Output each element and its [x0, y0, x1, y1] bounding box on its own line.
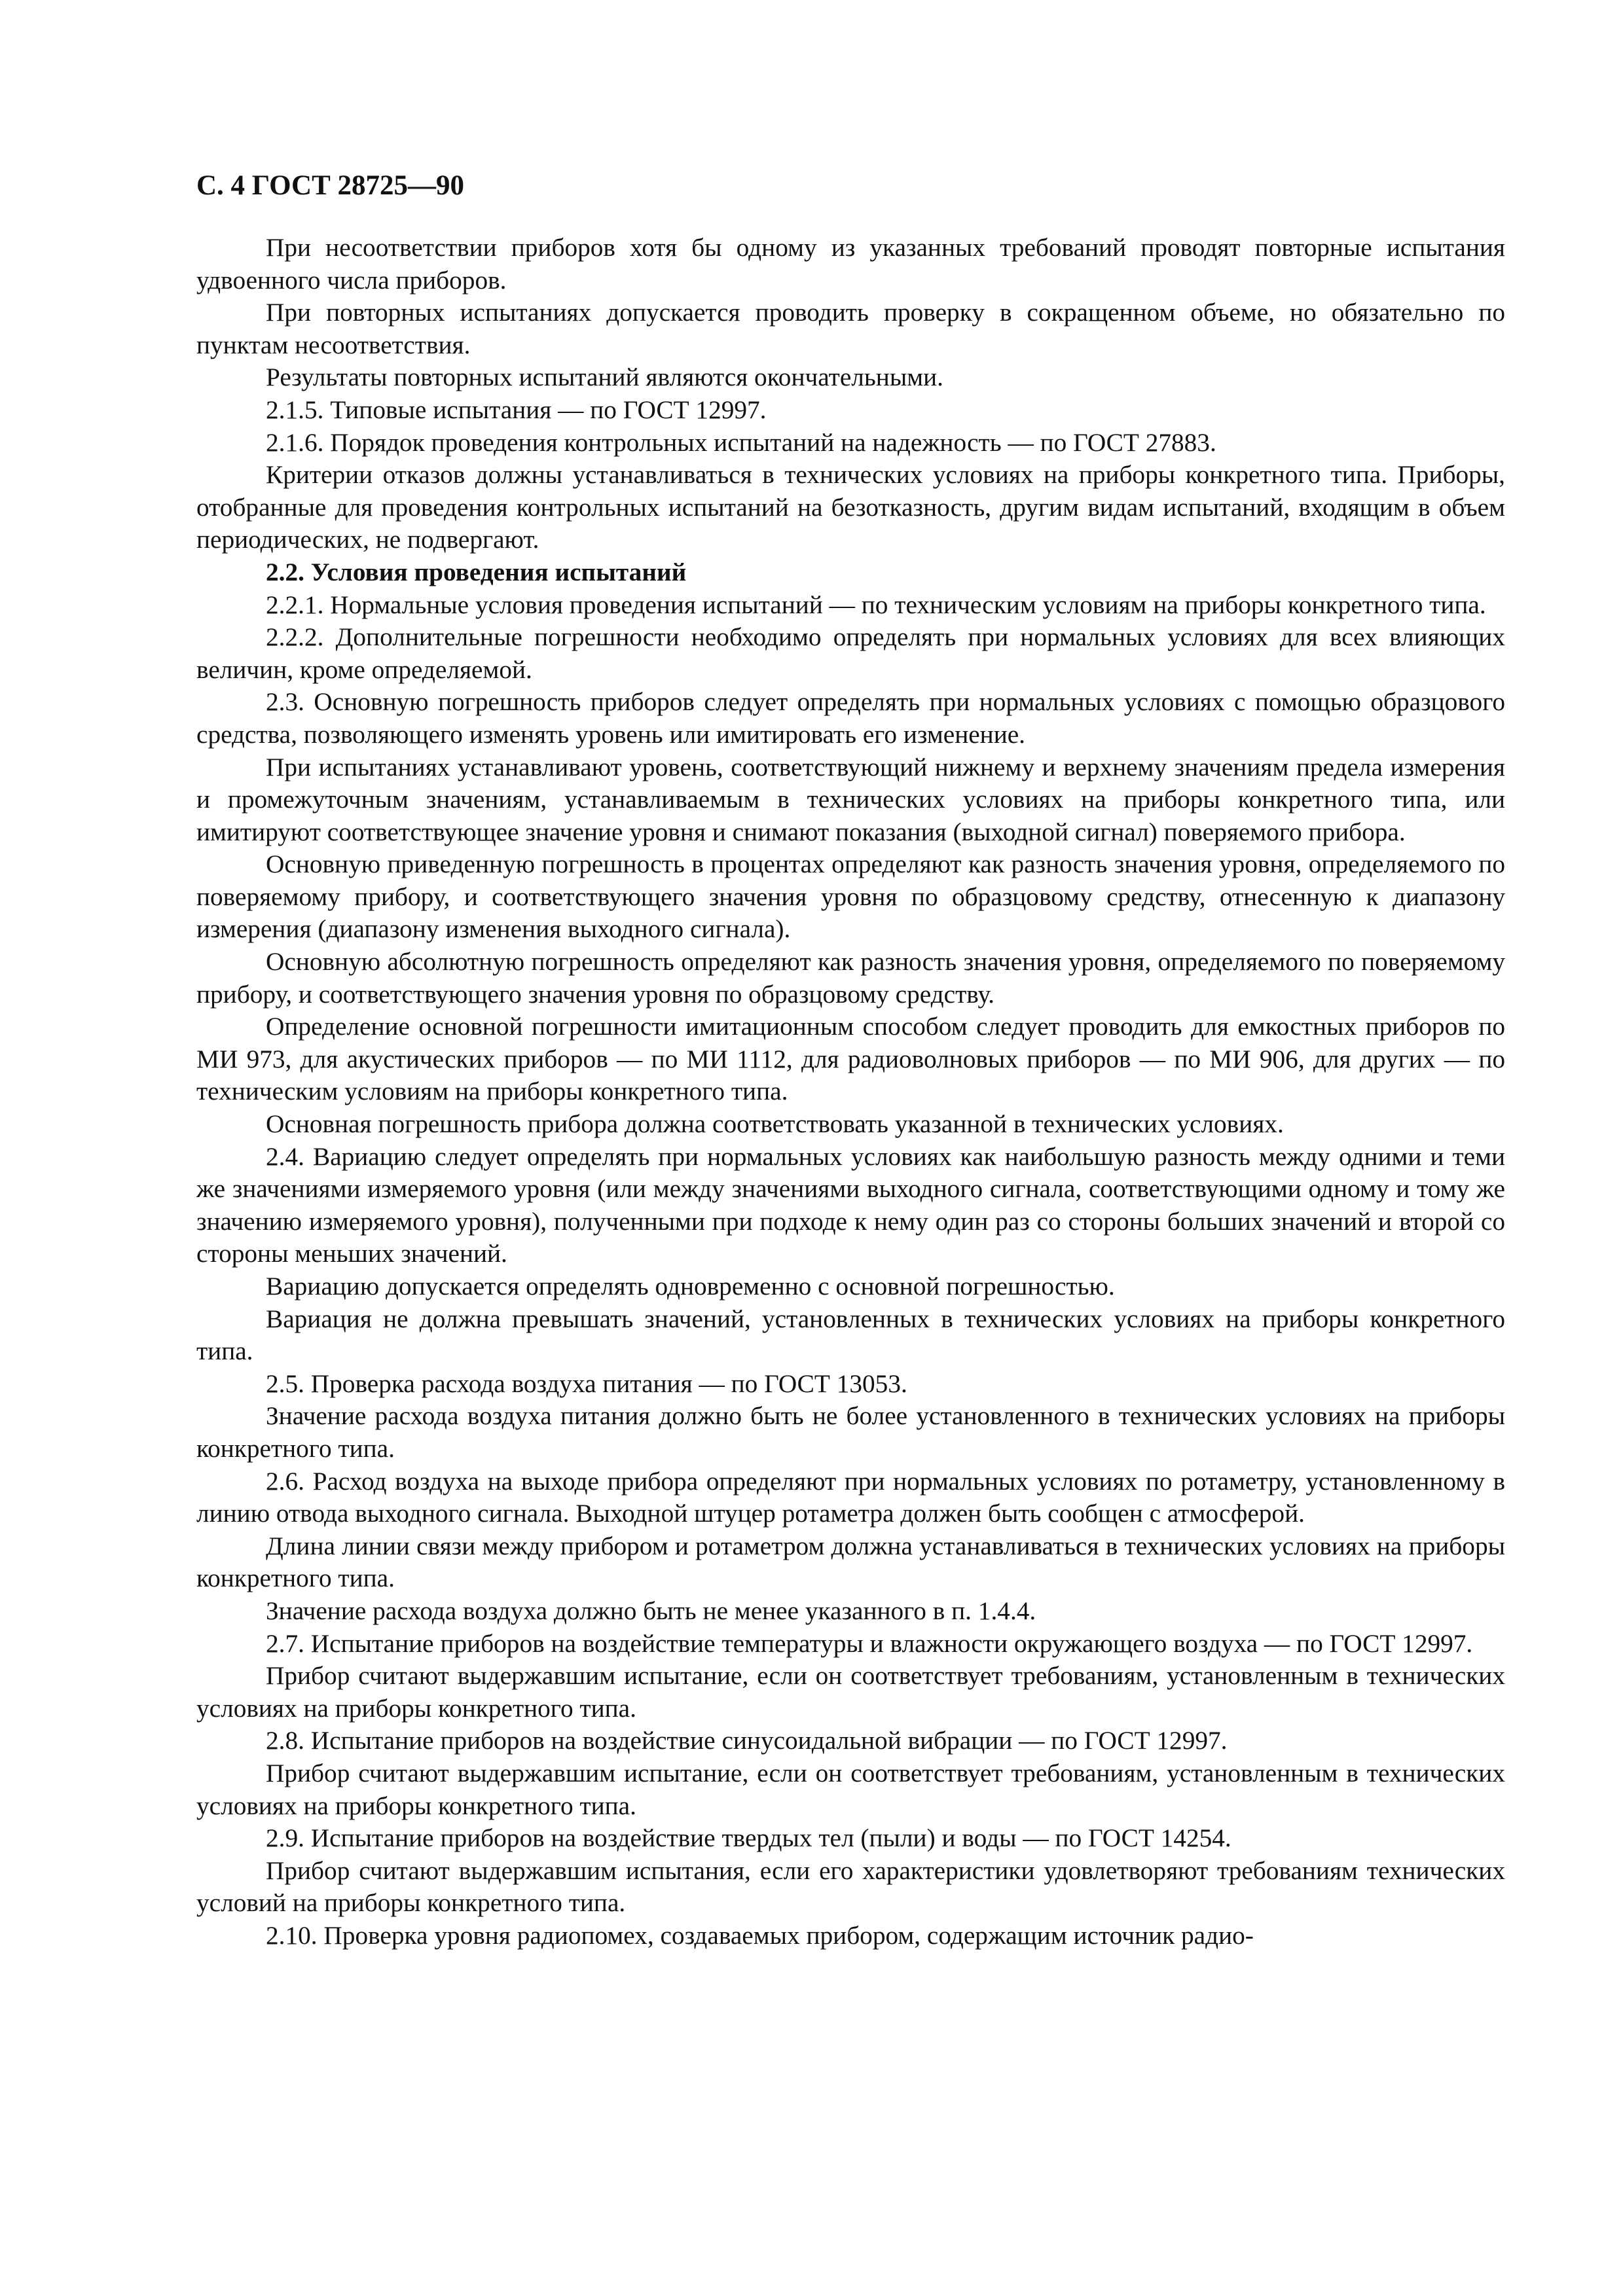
paragraph: Определение основной погрешности имитационным способом следует проводить для емкостных приборов по МИ 973, для акустических приборов — по МИ 1112, для радиоволновых приборов — по МИ 906, для других — по техническим условиям на приборы конкретного типа.: [196, 1012, 1505, 1106]
paragraph: Критерии отказов должны устанавливаться в технических условиях на приборы конкретного типа. Приборы, отобранные для проведения контрольных испытаний на безотказность, другим видам испытаний, входящим в объем периодических, не подвергают.: [196, 460, 1505, 554]
paragraph: 2.9. Испытание приборов на воздействие твердых тел (пыли) и воды — по ГОСТ 14254.: [266, 1823, 1231, 1853]
paragraph: 2.2.1. Нормальные условия проведения испытаний — по техническим условиям на приборы конкретного типа.: [266, 590, 1486, 619]
paragraph: Вариацию допускается определять одновременно с основной погрешностью.: [266, 1272, 1115, 1300]
paragraph: 2.4. Вариацию следует определять при нормальных условиях как наибольшую разность между одними и теми же значениями измеряемого уровня (или между значениями выходного сигнала, соответствующими одному и тому же значению измеряемого уровня), полученными при подходе к нему один раз со стороны больших значений и второй со стороны меньших значений.: [196, 1141, 1505, 1268]
paragraph: 2.2.2. Дополнительные погрешности необходимо определять при нормальных условиях для всех влияющих величин, кроме определяемой.: [196, 622, 1505, 684]
paragraph: Прибор считают выдержавшим испытания, если его характеристики удовлетворяют требованиям технических условий на приборы конкретного типа.: [196, 1856, 1505, 1918]
paragraph: 2.10. Проверка уровня радиопомех, создаваемых прибором, содержащим источник радио-: [266, 1920, 1254, 1950]
paragraph: Основная погрешность прибора должна соответствовать указанной в технических условиях.: [266, 1109, 1284, 1139]
section-heading: 2.2. Условия проведения испытаний: [266, 557, 687, 586]
paragraph: Результаты повторных испытаний являются окончательными.: [266, 363, 943, 392]
paragraph: Прибор считают выдержавшим испытание, если он соответствует требованиям, установленным в технических условиях на приборы конкретного типа.: [196, 1758, 1505, 1820]
paragraph: 2.3. Основную погрешность приборов следует определять при нормальных условиях с помощью образцового средства, позволяющего изменять уровень или имитировать его изменение.: [196, 687, 1505, 749]
paragraph: При несоответствии приборов хотя бы одному из указанных требований проводят повторные испытания удвоенного числа приборов.: [196, 233, 1505, 295]
paragraph: 2.5. Проверка расхода воздуха питания — по ГОСТ 13053.: [266, 1369, 907, 1398]
paragraph: Основную приведенную погрешность в процентах определяют как разность значения уровня, определяемого по поверяемому прибору, и соответствующего значения уровня по образцовому средству, отнесенную к диапазону измерения (диапазону изменения выходного сигнала).: [196, 850, 1505, 944]
paragraph: Значение расхода воздуха должно быть не менее указанного в п. 1.4.4.: [266, 1596, 1036, 1625]
paragraph: При испытаниях устанавливают уровень, соответствующий нижнему и верхнему значениям предела измерения и промежуточным значениям, устанавливаемым в технических условиях на приборы конкретного типа, или имитируют соответствующее значение уровня и снимают показания (выходной сигнал) поверяемого прибора.: [196, 752, 1505, 846]
document-body: [196, 232, 1505, 1952]
paragraph: 2.1.6. Порядок проведения контрольных испытаний на надежность — по ГОСТ 27883.: [266, 427, 1216, 457]
paragraph: Длина линии связи между прибором и ротаметром должна устанавливаться в технических условиях на приборы конкретного типа.: [196, 1531, 1505, 1593]
paragraph: 2.7. Испытание приборов на воздействие температуры и влажности окружающего воздуха — по ГОСТ 12997.: [266, 1628, 1473, 1658]
paragraph: Прибор считают выдержавшим испытание, если он соответствует требованиям, установленным в технических условиях на приборы конкретного типа.: [196, 1661, 1505, 1723]
paragraph: При повторных испытаниях допускается проводить проверку в сокращенном объеме, но обязательно по пунктам несоответствия.: [196, 298, 1505, 359]
paragraph: 2.1.5. Типовые испытания — по ГОСТ 12997.: [266, 395, 767, 424]
paragraph: 2.6. Расход воздуха на выходе прибора определяют при нормальных условиях по ротаметру, установленному в линию отвода выходного сигнала. Выходной штуцер ротаметра должен быть сообщен с атмосферой.: [196, 1466, 1505, 1528]
page-header: С. 4 ГОСТ 28725—90: [196, 170, 465, 201]
paragraph: Вариация не должна превышать значений, установленных в технических условиях на приборы конкретного типа.: [196, 1304, 1505, 1366]
paragraph: Основную абсолютную погрешность определяют как разность значения уровня, определяемого по поверяемому прибору, и соответствующего значения уровня по образцовому средству.: [196, 947, 1505, 1009]
paragraph: Значение расхода воздуха питания должно быть не более установленного в технических условиях на приборы конкретного типа.: [196, 1401, 1505, 1463]
paragraph: 2.8. Испытание приборов на воздействие синусоидальной вибрации — по ГОСТ 12997.: [266, 1726, 1228, 1755]
